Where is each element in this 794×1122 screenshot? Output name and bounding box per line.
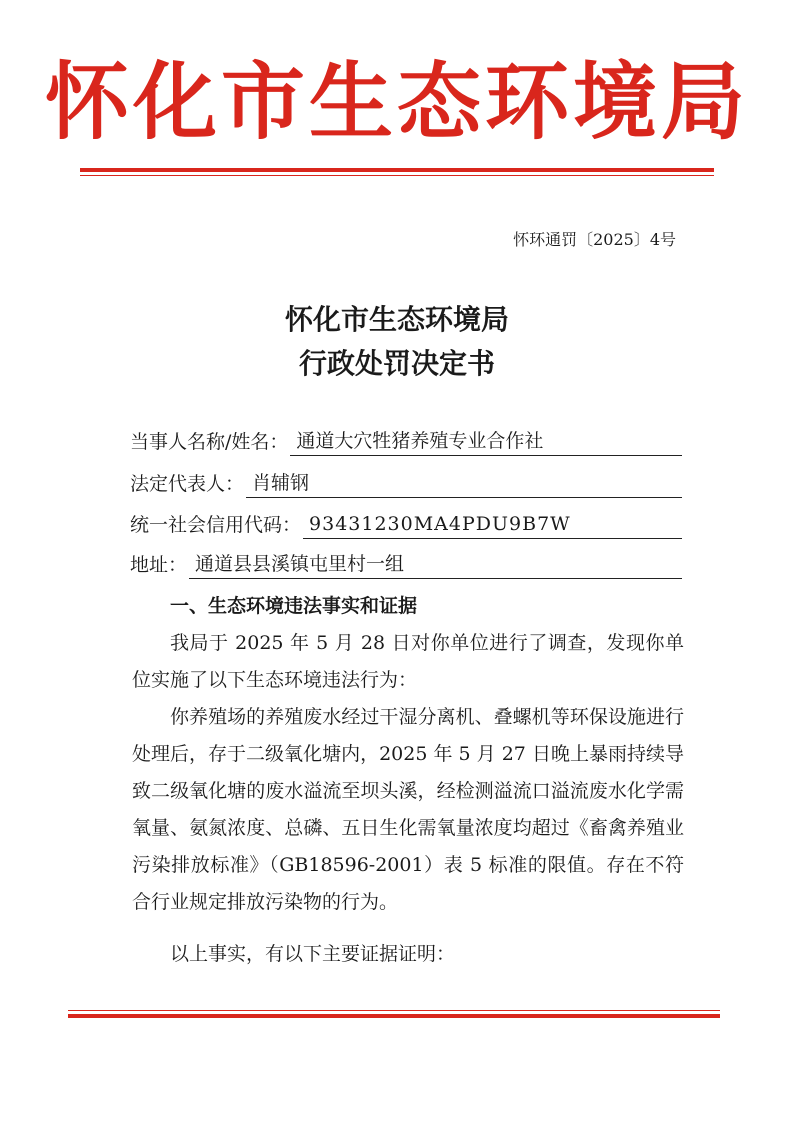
party-name-field	[130, 426, 682, 456]
paragraph-investigation: 我局于 2025 年 5 月 28 日对你单位进行了调查，发现你单位实施了以下生态环境违法行为：	[132, 632, 684, 691]
legal-rep-field	[130, 468, 682, 498]
letterhead-red-rule	[80, 168, 714, 176]
party-name-value: 通道大穴牲猪养殖专业合作社	[290, 427, 682, 456]
red-rule-thick	[80, 168, 714, 172]
credit-code-value: 93431230MA4PDU9B7W	[303, 510, 682, 539]
letterhead-org-name: 怀化市生态环境局	[44, 52, 749, 151]
credit-code-field	[130, 509, 682, 539]
footer-rule-thin	[68, 1010, 720, 1011]
paragraph-evidence-intro: 以上事实，有以下主要证据证明：	[170, 943, 456, 965]
footer-rule-thick	[68, 1014, 720, 1018]
legal-rep-value: 肖辅钢	[246, 469, 682, 498]
title-line-2: 行政处罚决定书	[298, 347, 495, 380]
address-value: 通道县县溪镇屯里村一组	[189, 550, 682, 579]
footer-red-rule	[68, 1010, 720, 1018]
title-line-1: 怀化市生态环境局	[284, 303, 509, 336]
legal-rep-label: 法定代表人：	[130, 473, 245, 495]
party-name-label: 当事人名称/姓名：	[130, 431, 289, 453]
address-label: 地址：	[130, 554, 188, 576]
red-rule-thin	[80, 175, 714, 176]
address-field	[130, 549, 682, 579]
section-heading: 一、生态环境违法事实和证据	[170, 595, 418, 617]
document-title	[0, 298, 794, 386]
credit-code-label: 统一社会信用代码：	[130, 514, 302, 536]
document-number: 怀环通罚〔2025〕4号	[513, 230, 676, 249]
paragraph-violation-facts: 你养殖场的养殖废水经过干湿分离机、叠螺机等环保设施进行处理后，存于二级氧化塘内，2025 年 5 月 27 日晚上暴雨持续导致二级氧化塘的废水溢流至坝头溪，经检测溢流口溢流废水化学需氧量、氨氮浓度、总磷、五日生化需氧量浓度均超过《畜禽养殖业污染排放标准》（GB18596-2001）表 5 标准的限值。存在不符合行业规定排放污染物的行为。	[132, 706, 684, 913]
